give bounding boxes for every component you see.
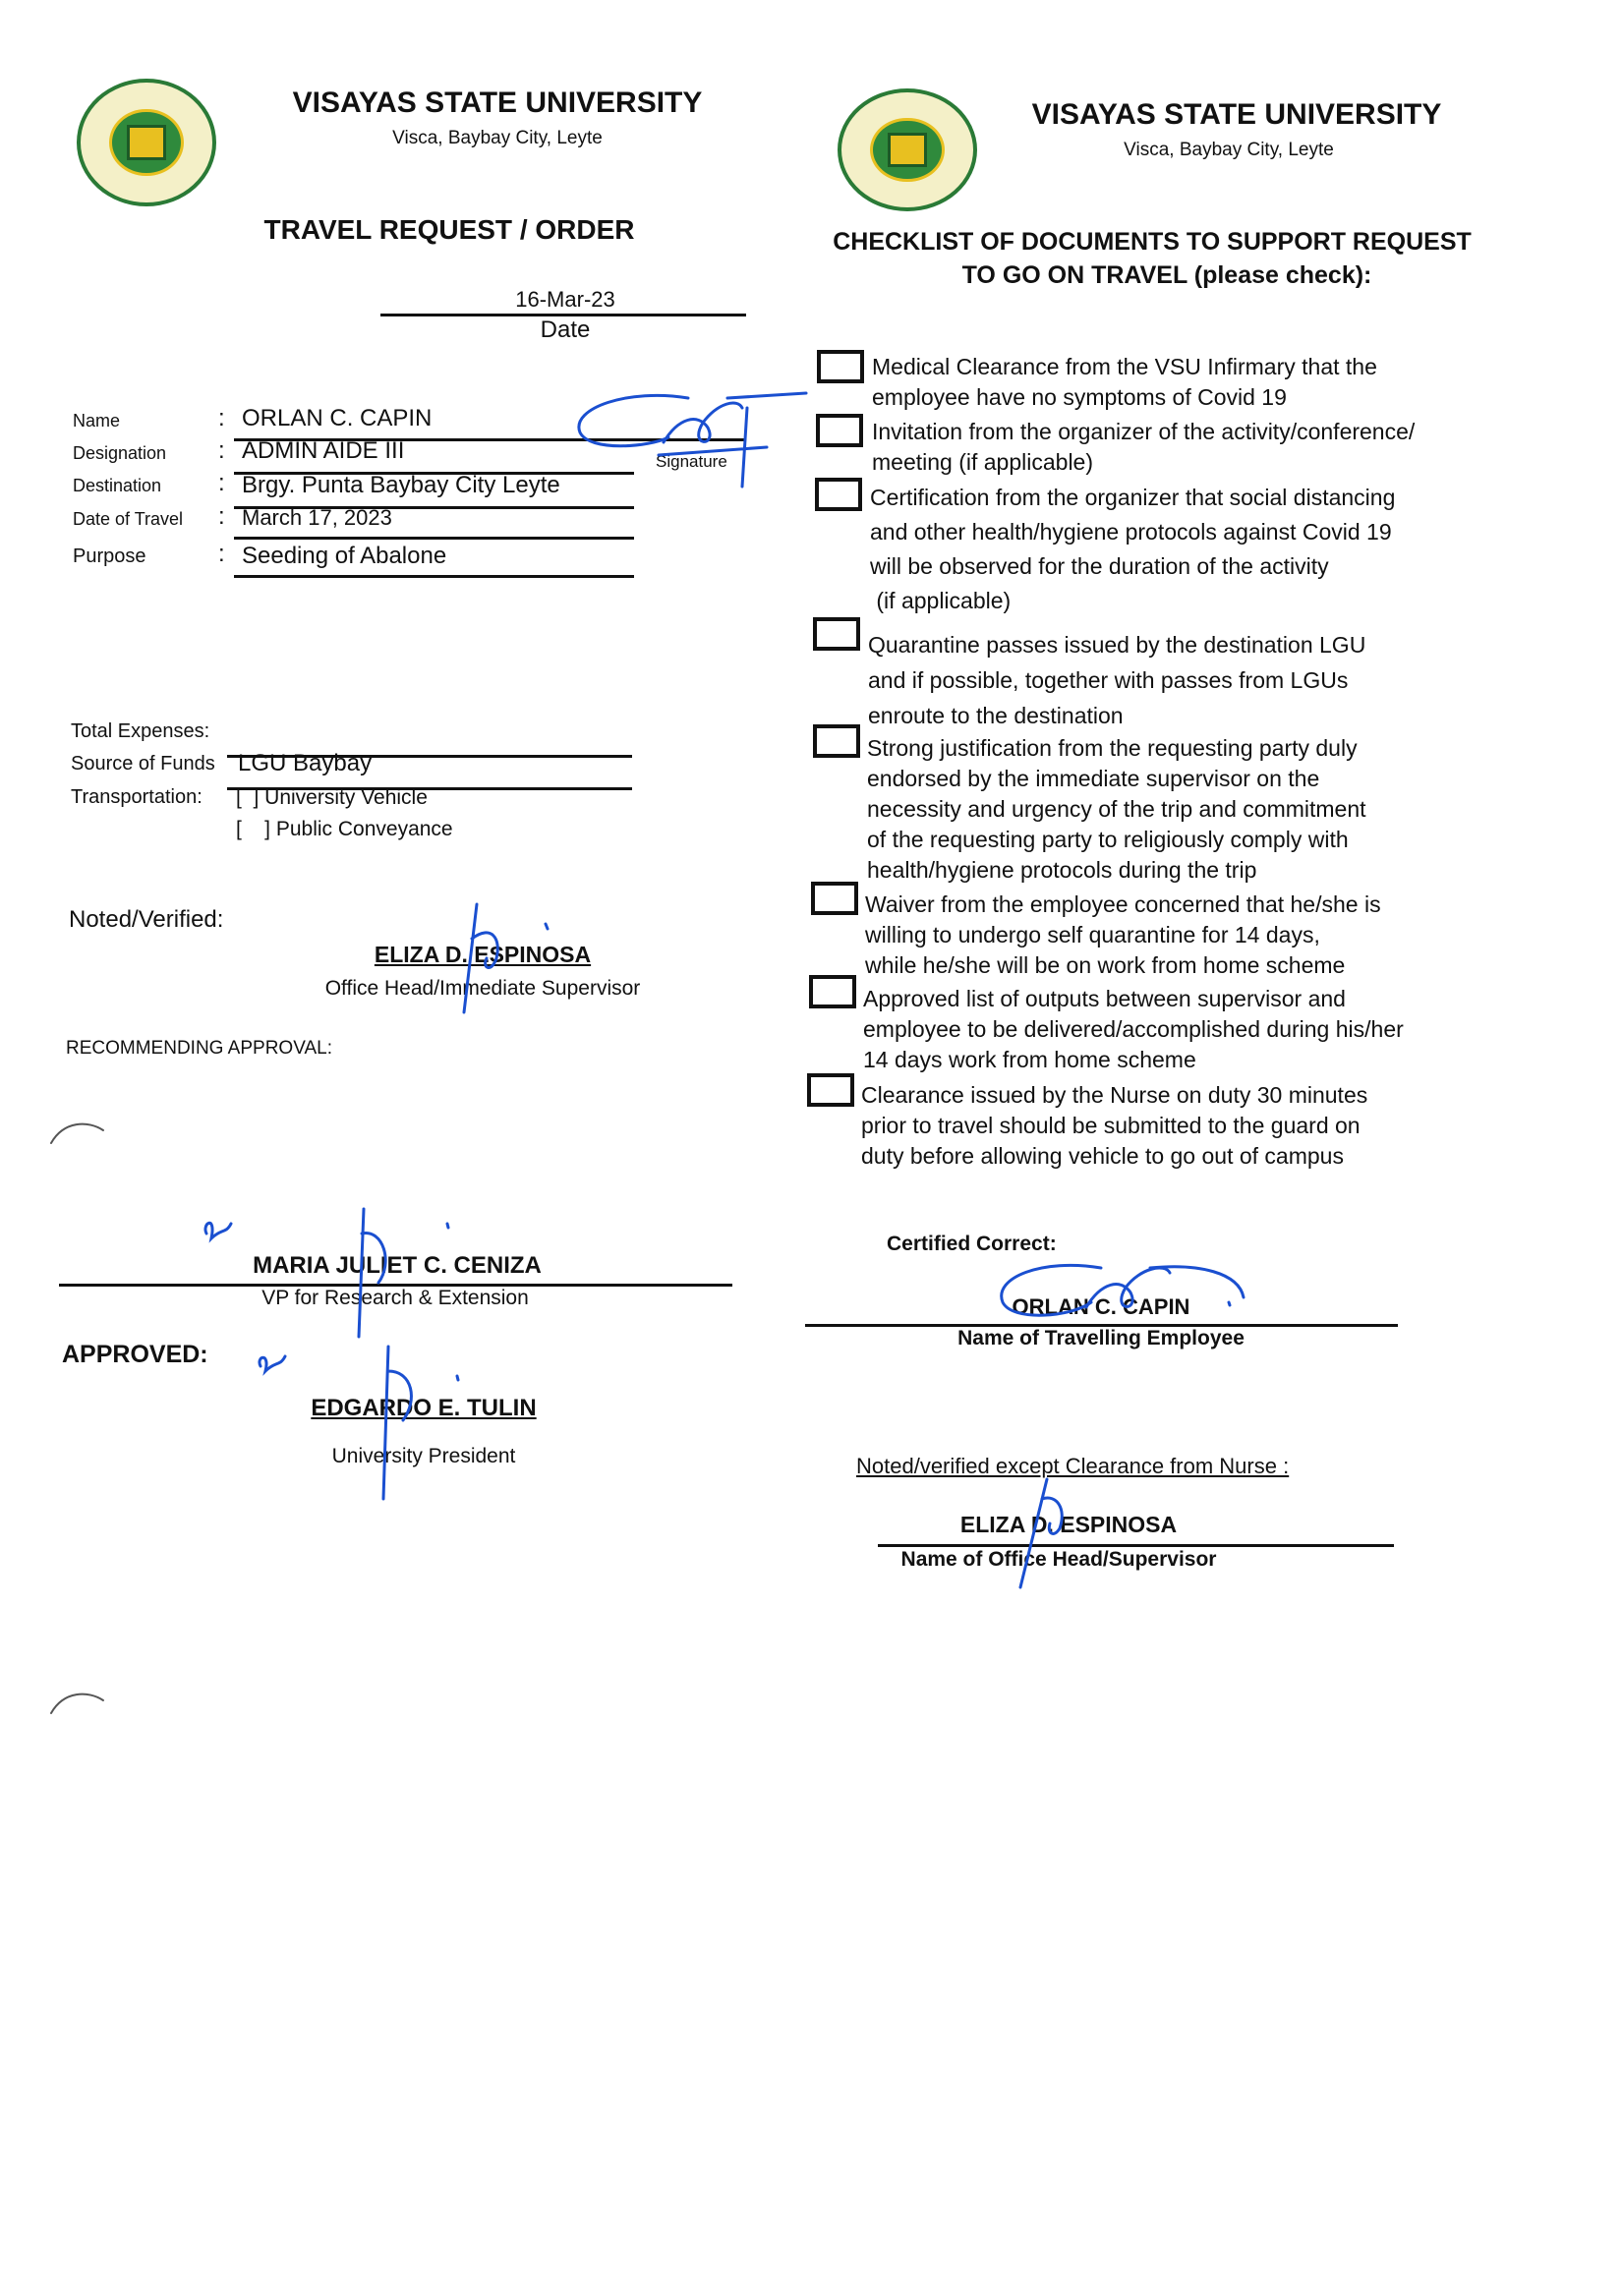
- field-line: [234, 537, 634, 540]
- checkbox-waiver[interactable]: [811, 882, 858, 915]
- field-value-name: ORLAN C. CAPIN: [242, 405, 433, 431]
- approved-label: APPROVED:: [62, 1341, 208, 1368]
- recommending-approval-label: RECOMMENDING APPROVAL:: [66, 1038, 332, 1059]
- checkbox-certification[interactable]: [815, 478, 862, 511]
- colon: :: [218, 541, 225, 567]
- checklist-title: CHECKLIST OF DOCUMENTS TO SUPPORT REQUEST: [833, 228, 1472, 256]
- field-value-destination: Brgy. Punta Baybay City Leyte: [242, 472, 560, 498]
- noted-supervisor-title: Name of Office Head/Supervisor: [900, 1548, 1217, 1571]
- date-value: 16-Mar-23: [515, 287, 615, 312]
- checkbox-invitation[interactable]: [816, 414, 863, 447]
- field-label-name: Name: [73, 411, 121, 430]
- field-value-date-of-travel: March 17, 2023: [242, 505, 392, 530]
- recommending-signatory-name: MARIA JULIET C. CENIZA: [253, 1252, 542, 1279]
- checklist-item: Waiver from the employee concerned that he/she is willing to undergo self quarantine for 14 days, while he/she will be on work from home scheme: [865, 891, 1381, 978]
- transport-option-public-conveyance[interactable]: [ ] Public Conveyance: [236, 818, 453, 840]
- noted-supervisor-name: ELIZA D. ESPINOSA: [959, 1512, 1178, 1537]
- colon: :: [218, 470, 225, 496]
- hole-punch-mark: [49, 1116, 108, 1145]
- checklist-item: Approved list of outputs between supervisor and employee to be delivered/accomplished during his/her 14 days work from home scheme: [863, 986, 1404, 1072]
- signature-eliza-espinosa: [452, 899, 560, 1017]
- certified-correct-label: Certified Correct:: [887, 1233, 1057, 1255]
- university-address: Visca, Baybay City, Leyte: [1124, 140, 1334, 160]
- checkbox-medical-clearance[interactable]: [817, 350, 864, 383]
- checklist-subtitle: TO GO ON TRAVEL (please check):: [961, 261, 1372, 289]
- signature-orlan-capin: [570, 388, 806, 496]
- field-label-purpose: Purpose: [73, 545, 146, 567]
- transportation-label: Transportation:: [71, 786, 203, 808]
- university-name: VISAYAS STATE UNIVERSITY: [1031, 98, 1442, 131]
- checklist-item: Certification from the organizer that social distancing and other health/hygiene protocols against Covid 19 will be observed for the duration of the activity (if applicable): [870, 485, 1396, 613]
- form-title: TRAVEL REQUEST / ORDER: [263, 214, 635, 245]
- noted-signature-line: [878, 1544, 1394, 1547]
- certified-employee-title: Name of Travelling Employee: [957, 1327, 1245, 1349]
- noted-except-label: Noted/verified except Clearance from Nurse :: [856, 1454, 1290, 1478]
- field-label-designation: Designation: [73, 443, 167, 463]
- checkbox-approved-outputs[interactable]: [809, 975, 856, 1008]
- checklist-item: Strong justification from the requesting party duly endorsed by the immediate supervisor on the necessity and urgency of the trip and commitment of the requesting party to religiously comply with health/hygiene protocols during the trip: [867, 735, 1366, 883]
- signature-eliza-espinosa: [1013, 1474, 1101, 1592]
- transport-option-university-vehicle[interactable]: [ ] University Vehicle: [236, 786, 428, 809]
- checkbox-strong-justification[interactable]: [813, 724, 860, 758]
- checkbox-nurse-clearance[interactable]: [807, 1073, 854, 1107]
- checklist-item: Quarantine passes issued by the destination LGU and if possible, together with passes from LGUs enroute to the destination: [868, 632, 1366, 728]
- approved-signatory-title: University President: [331, 1445, 516, 1467]
- university-name: VISAYAS STATE UNIVERSITY: [292, 86, 703, 119]
- field-value-designation: ADMIN AIDE III: [242, 437, 405, 464]
- colon: :: [218, 437, 225, 464]
- recommending-signatory-title: VP for Research & Extension: [261, 1287, 529, 1309]
- colon: :: [218, 405, 225, 431]
- certified-employee-name: ORLAN C. CAPIN: [1012, 1294, 1190, 1319]
- checklist-item: Medical Clearance from the VSU Infirmary that the employee have no symptoms of Covid 19: [872, 354, 1377, 410]
- source-of-funds-value: LGU Baybay: [238, 750, 373, 776]
- date-label: Date: [540, 316, 591, 343]
- approved-signatory-name: EDGARDO E. TULIN: [311, 1395, 537, 1421]
- checkbox-quarantine-passes[interactable]: [813, 617, 860, 651]
- field-value-purpose: Seeding of Abalone: [242, 543, 447, 569]
- total-expenses-label: Total Expenses:: [71, 720, 210, 742]
- university-logo: [838, 88, 977, 211]
- noted-signatory-title: Office Head/Immediate Supervisor: [324, 977, 641, 1000]
- checklist-item: Invitation from the organizer of the activity/conference/ meeting (if applicable): [872, 419, 1416, 475]
- checklist-item: Clearance issued by the Nurse on duty 30 minutes prior to travel should be submitted to the guard on duty before allowing vehicle to go out of campus: [861, 1082, 1368, 1169]
- colon: :: [218, 503, 225, 530]
- source-of-funds-label: Source of Funds: [71, 753, 215, 775]
- field-line: [234, 575, 634, 578]
- signature-edgardo-tulin: [251, 1342, 467, 1509]
- signature-maria-juliet-ceniza: [197, 1204, 462, 1342]
- university-address: Visca, Baybay City, Leyte: [392, 128, 603, 148]
- university-logo: [77, 79, 216, 206]
- signature-label: Signature: [656, 452, 727, 471]
- signature-orlan-capin: [993, 1248, 1248, 1356]
- noted-verified-label: Noted/Verified:: [69, 906, 224, 933]
- field-label-date-of-travel: Date of Travel: [73, 509, 184, 529]
- hole-punch-mark: [49, 1686, 108, 1715]
- field-label-destination: Destination: [73, 476, 162, 495]
- noted-signatory-name: ELIZA D. ESPINOSA: [374, 942, 592, 967]
